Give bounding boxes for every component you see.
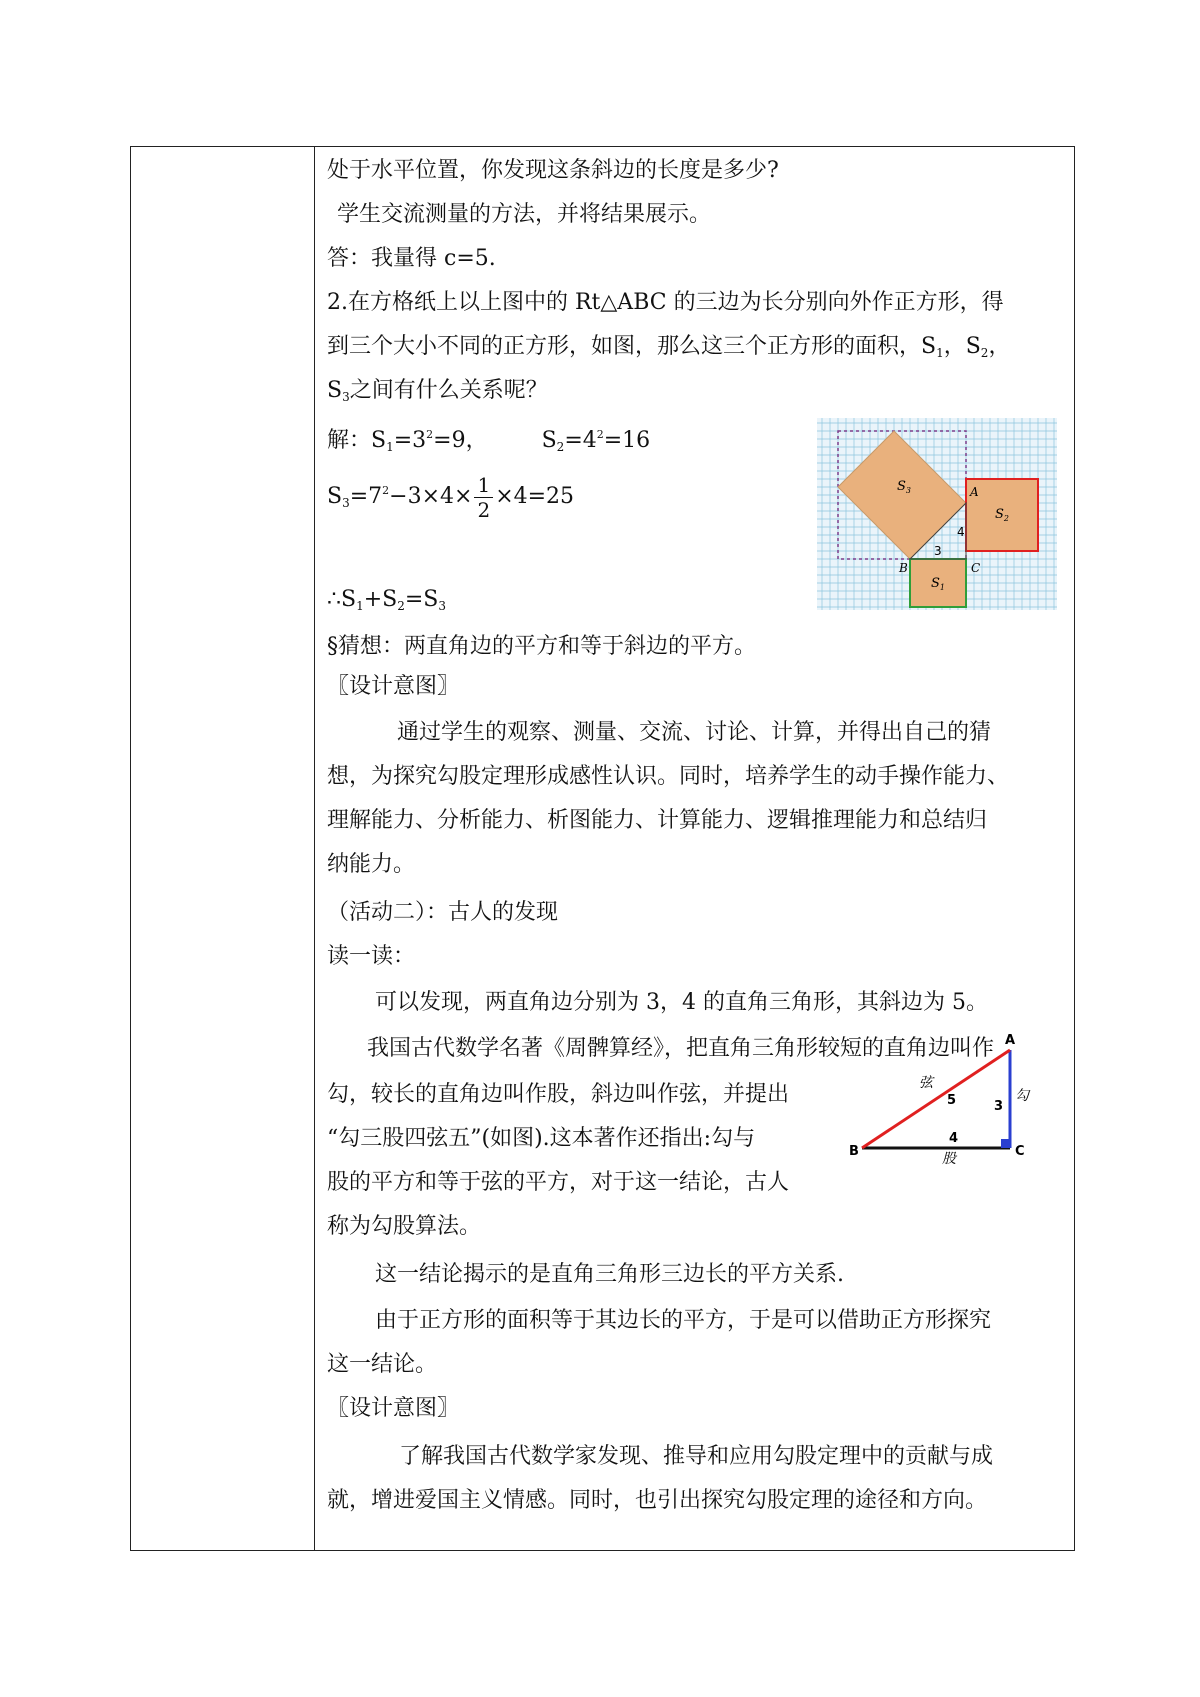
- vertical-name-label: 勾: [1015, 1088, 1029, 1104]
- text-line: 就，增进爱国主义情感。同时，也引出探究勾股定理的途径和方向。: [327, 1488, 988, 1513]
- text-line: $S_3$之间有什么关系呢？: [327, 378, 548, 404]
- text-line: 通过学生的观察、测量、交流、讨论、计算，并得出自己的猜: [397, 720, 992, 745]
- section-heading: （活动二）：古人的发现: [327, 900, 559, 925]
- text-line: 到三个大小不同的正方形，如图，那么这三个正方形的面积，$S_1$，$S_2$，: [327, 334, 1011, 360]
- right-angle-mark: [1001, 1139, 1010, 1148]
- vertex-a-label: A: [1005, 1033, 1016, 1048]
- solution-line: $\therefore S_1+S_2=S_3$: [327, 587, 447, 613]
- section-heading: 〖设计意图〗: [327, 1396, 460, 1421]
- hypotenuse-length: 5: [947, 1093, 957, 1108]
- text-line: 股的平方和等于弦的平方，对于这一结论，古人: [327, 1170, 790, 1195]
- vertex-b-label: B: [899, 561, 908, 575]
- gougu-triangle-figure: [847, 1030, 1027, 1165]
- text-line: 称为勾股算法。: [327, 1214, 482, 1239]
- side-length-3: 3: [934, 544, 942, 558]
- base-name-label: 股: [942, 1151, 956, 1167]
- label-s2: $S_2$: [995, 507, 1009, 523]
- base-length: 4: [949, 1131, 959, 1146]
- text-line: 由于正方形的面积等于其边长的平方，于是可以借助正方形探究: [375, 1308, 992, 1333]
- content-cell: [327, 150, 1067, 1545]
- text-line: 了解我国古代数学家发现、推导和应用勾股定理中的贡献与成: [399, 1444, 994, 1469]
- fraction-half: $\frac{1}{2}$: [474, 473, 493, 522]
- text-line: 答：我量得 c=5.: [327, 246, 496, 271]
- text-line: 可以发现，两直角边分别为 3，4 的直角三角形，其斜边为 5。: [375, 990, 988, 1015]
- text-line: 处于水平位置，你发现这条斜边的长度是多少?: [327, 158, 779, 183]
- section-heading: 〖设计意图〗: [327, 674, 460, 699]
- text-line: §猜想：两直角边的平方和等于斜边的平方。: [327, 634, 757, 659]
- pythagoras-squares-figure: [817, 418, 1057, 610]
- text-line: 这一结论揭示的是直角三角形三边长的平方关系.: [375, 1262, 844, 1287]
- vertical-length: 3: [994, 1099, 1004, 1114]
- text-line: 勾，较长的直角边叫作股，斜边叫作弦，并提出: [327, 1082, 790, 1107]
- vertex-b-label: B: [849, 1144, 859, 1159]
- text-line: 纳能力。: [327, 852, 416, 877]
- label-s3: $S_3$: [897, 479, 911, 495]
- solution-line: 解：$S_1=3^2=9$， $S_2=4^2=16$: [327, 428, 651, 454]
- hypotenuse-xian-line: [862, 1050, 1010, 1148]
- text-line: 学生交流测量的方法，并将结果展示。: [337, 202, 712, 227]
- side-length-4: 4: [957, 525, 965, 539]
- text-line: “勾三股四弦五”(如图).这本著作还指出:勾与: [327, 1126, 756, 1151]
- vertex-c-label: C: [971, 561, 981, 575]
- label-s1: $S_1$: [931, 576, 945, 592]
- solution-line: $S_3=7^2-3\times 4\times$ $\frac{1}{2}$ ×4=25: [327, 472, 575, 522]
- text-line: 2.在方格纸上以上图中的 Rt△ABC 的三边为长分别向外作正方形，得: [327, 290, 1004, 315]
- text-line: 读一读：: [327, 944, 416, 969]
- hypotenuse-name-label: 弦: [919, 1075, 933, 1091]
- vertex-a-label: A: [970, 485, 979, 499]
- vertex-c-label: C: [1015, 1144, 1025, 1159]
- column-divider: [314, 146, 315, 1551]
- text-line: 理解能力、分析能力、析图能力、计算能力、逻辑推理能力和总结归: [327, 808, 988, 833]
- text-line: 想，为探究勾股定理形成感性认识。同时，培养学生的动手操作能力、: [327, 764, 1010, 789]
- text-line: 这一结论。: [327, 1352, 438, 1377]
- text-line: 我国古代数学名著《周髀算经》，把直角三角形较短的直角边叫作: [367, 1036, 995, 1061]
